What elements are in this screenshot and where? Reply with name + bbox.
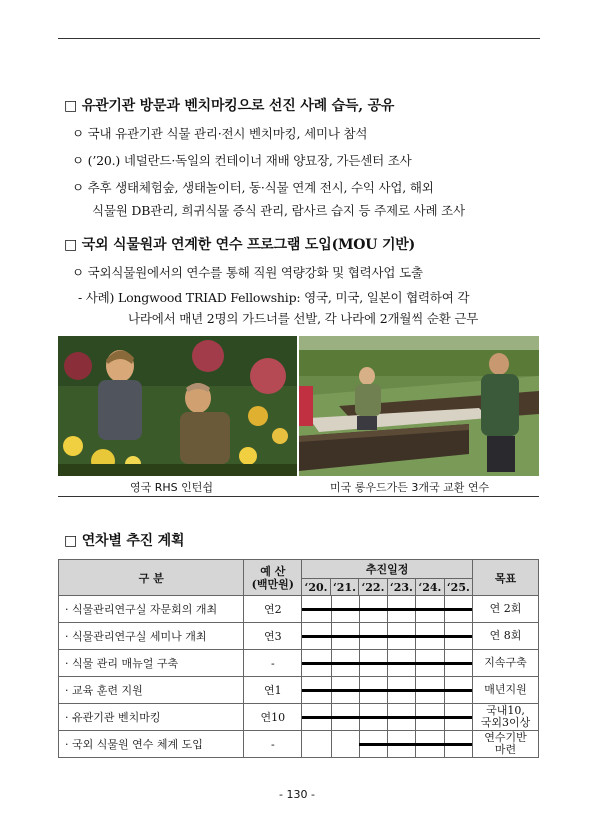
header-year: ‘20. (302, 579, 330, 596)
schedule-bar (302, 608, 472, 611)
header-schedule: 추진일정 (302, 560, 473, 579)
header-year: ‘23. (387, 579, 415, 596)
table-row (59, 623, 539, 650)
row-gantt (302, 704, 473, 731)
row-item: · 교육 훈련 지원 (59, 677, 244, 704)
header-goal: 목표 (473, 560, 539, 596)
row-gantt (302, 677, 473, 704)
schedule-bar (302, 635, 472, 638)
year-divider (331, 731, 332, 757)
row-item: · 식물관리연구실 자문회의 개최 (59, 596, 244, 623)
row-item: · 식물 관리 매뉴얼 구축 (59, 650, 244, 677)
row-item: · 식물관리연구실 세미나 개최 (59, 623, 244, 650)
row-budget: 연10 (244, 704, 302, 731)
row-budget: - (244, 731, 302, 758)
table-row (59, 650, 539, 677)
row-budget: 연1 (244, 677, 302, 704)
row-goal: 매년지원 (473, 677, 539, 704)
header-budget: 예 산 (백만원) (244, 560, 302, 596)
row-goal: 연 2회 (473, 596, 539, 623)
row-gantt (302, 596, 473, 623)
table-row (59, 704, 539, 731)
row-goal: 연 8회 (473, 623, 539, 650)
section1-bullet-2: ㅇ (’20.) 네덜란드·독일의 컨테이너 재배 양묘장, 가든센터 조사 (72, 153, 412, 168)
row-goal: 국내10, 국외3이상 (473, 704, 539, 731)
photo-rhs-internship (58, 336, 297, 476)
photo-caption-rhs: 영국 RHS 인턴쉽 (130, 481, 214, 494)
section3-heading: □ 연차별 추진 계획 (64, 533, 185, 549)
schedule-bar (359, 743, 472, 746)
row-item: · 유관기관 벤치마킹 (59, 704, 244, 731)
page-number: - 130 - (279, 788, 315, 801)
table-row (59, 731, 539, 758)
header-year: ‘22. (359, 579, 387, 596)
row-budget: 연3 (244, 623, 302, 650)
schedule-table (58, 559, 539, 758)
header-year: ‘24. (416, 579, 444, 596)
schedule-bar (302, 662, 472, 665)
row-gantt (302, 650, 473, 677)
row-goal: 지속구축 (473, 650, 539, 677)
table-row (59, 677, 539, 704)
header-year: ‘21. (330, 579, 358, 596)
section2-example-cont: 나라에서 매년 2명의 가드너를 선발, 각 나라에 2개월씩 순환 근무 (128, 311, 479, 326)
row-goal: 연수기반 마련 (473, 731, 539, 758)
section1-bullet-3-cont: 식물원 DB관리, 희귀식물 증식 관리, 람사르 습지 등 주제로 사례 조사 (92, 203, 465, 218)
photo-caption-row (58, 478, 539, 497)
schedule-bar (302, 689, 472, 692)
top-rule (58, 38, 540, 39)
header-item: 구 분 (59, 560, 244, 596)
row-gantt (302, 623, 473, 650)
row-item: · 국외 식물원 연수 체계 도입 (59, 731, 244, 758)
row-budget: - (244, 650, 302, 677)
photo-caption-longwood: 미국 롱우드가든 3개국 교환 연수 (330, 481, 490, 494)
section1-bullet-1: ㅇ 국내 유관기관 식물 관리·전시 벤치마킹, 세미나 참석 (72, 126, 368, 141)
photo-longwood-exchange (299, 336, 539, 476)
schedule-bar (302, 716, 472, 719)
header-year: ‘25. (444, 579, 472, 596)
section1-bullet-3: ㅇ 추후 생태체험숲, 생태놀이터, 동·식물 연계 전시, 수익 사업, 해외 (72, 180, 434, 195)
row-budget: 연2 (244, 596, 302, 623)
section2-example: - 사례) Longwood TRIAD Fellowship: 영국, 미국, 일본이 협력하여 각 (78, 290, 470, 305)
section2-bullet-1: ㅇ 국외식물원에서의 연수를 통해 직원 역량강화 및 협력사업 도출 (72, 265, 423, 280)
section1-heading: □ 유관기관 방문과 벤치마킹으로 선진 사례 습득, 공유 (64, 98, 395, 114)
table-row (59, 596, 539, 623)
photo-strip (58, 336, 539, 476)
section2-heading: □ 국외 식물원과 연계한 연수 프로그램 도입(MOU 기반) (64, 237, 416, 253)
row-gantt (302, 731, 473, 758)
